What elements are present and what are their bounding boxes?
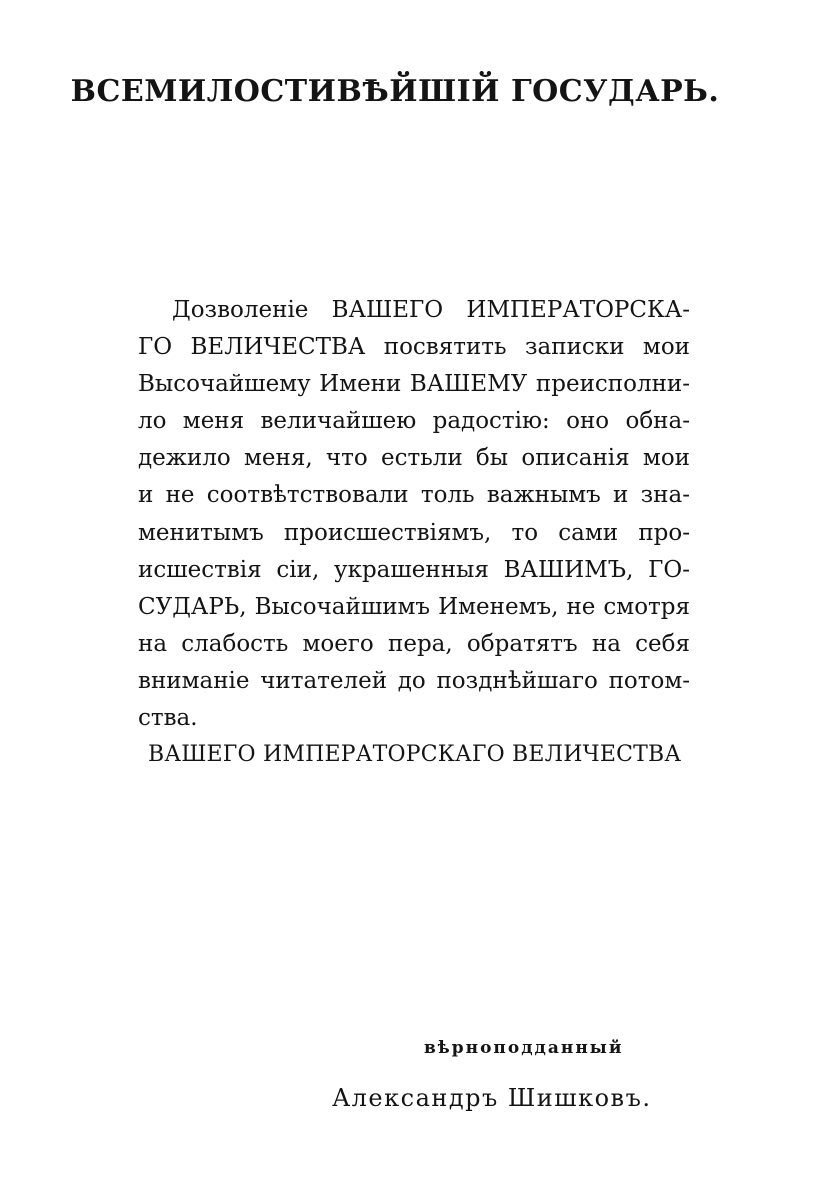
dedication-line: ства. [138,705,198,732]
dedication-line: Высочайшему Имени ВАШЕМУ преисполни- [138,371,690,398]
dedication-line: СУДАРЬ, Высочайшимъ Именемъ, не смотря [138,593,690,620]
dedication-line: на слабость моего пера, обратятъ на себя [138,630,690,657]
dedication-line: ГО ВЕЛИЧЕСТВА посвятить записки мои [138,334,690,361]
page-title: ВСЕМИЛОСТИВѢЙШІЙ ГОСУДАРЬ. [70,74,720,109]
signature: Александръ Шишковъ. [332,1084,652,1112]
dedication-line: вниманіе читателей до позднѣйшаго потом- [138,667,690,694]
salutation: ВАШЕГО ИМПЕРАТОРСКАГО ВЕЛИЧЕСТВА [148,742,682,767]
dedication-line: и не соотвѣтствовали толь важнымъ и зна- [138,482,690,509]
closing-phrase: вѣрноподданный [424,1038,624,1058]
dedication-line: дежило меня, что естьли бы описанія мои [138,445,690,472]
dedication-line: Дозволеніе ВАШЕГО ИМПЕРАТОРСКА- [172,297,690,323]
dedication-line: менитымъ происшествіямъ, то сами про- [138,519,690,546]
dedication-paragraph [138,292,690,737]
dedication-line: ло меня величайшею радостію: оно обна- [138,408,690,435]
dedication-line: исшествія сіи, украшенныя ВАШИМЪ, ГО- [138,556,690,583]
